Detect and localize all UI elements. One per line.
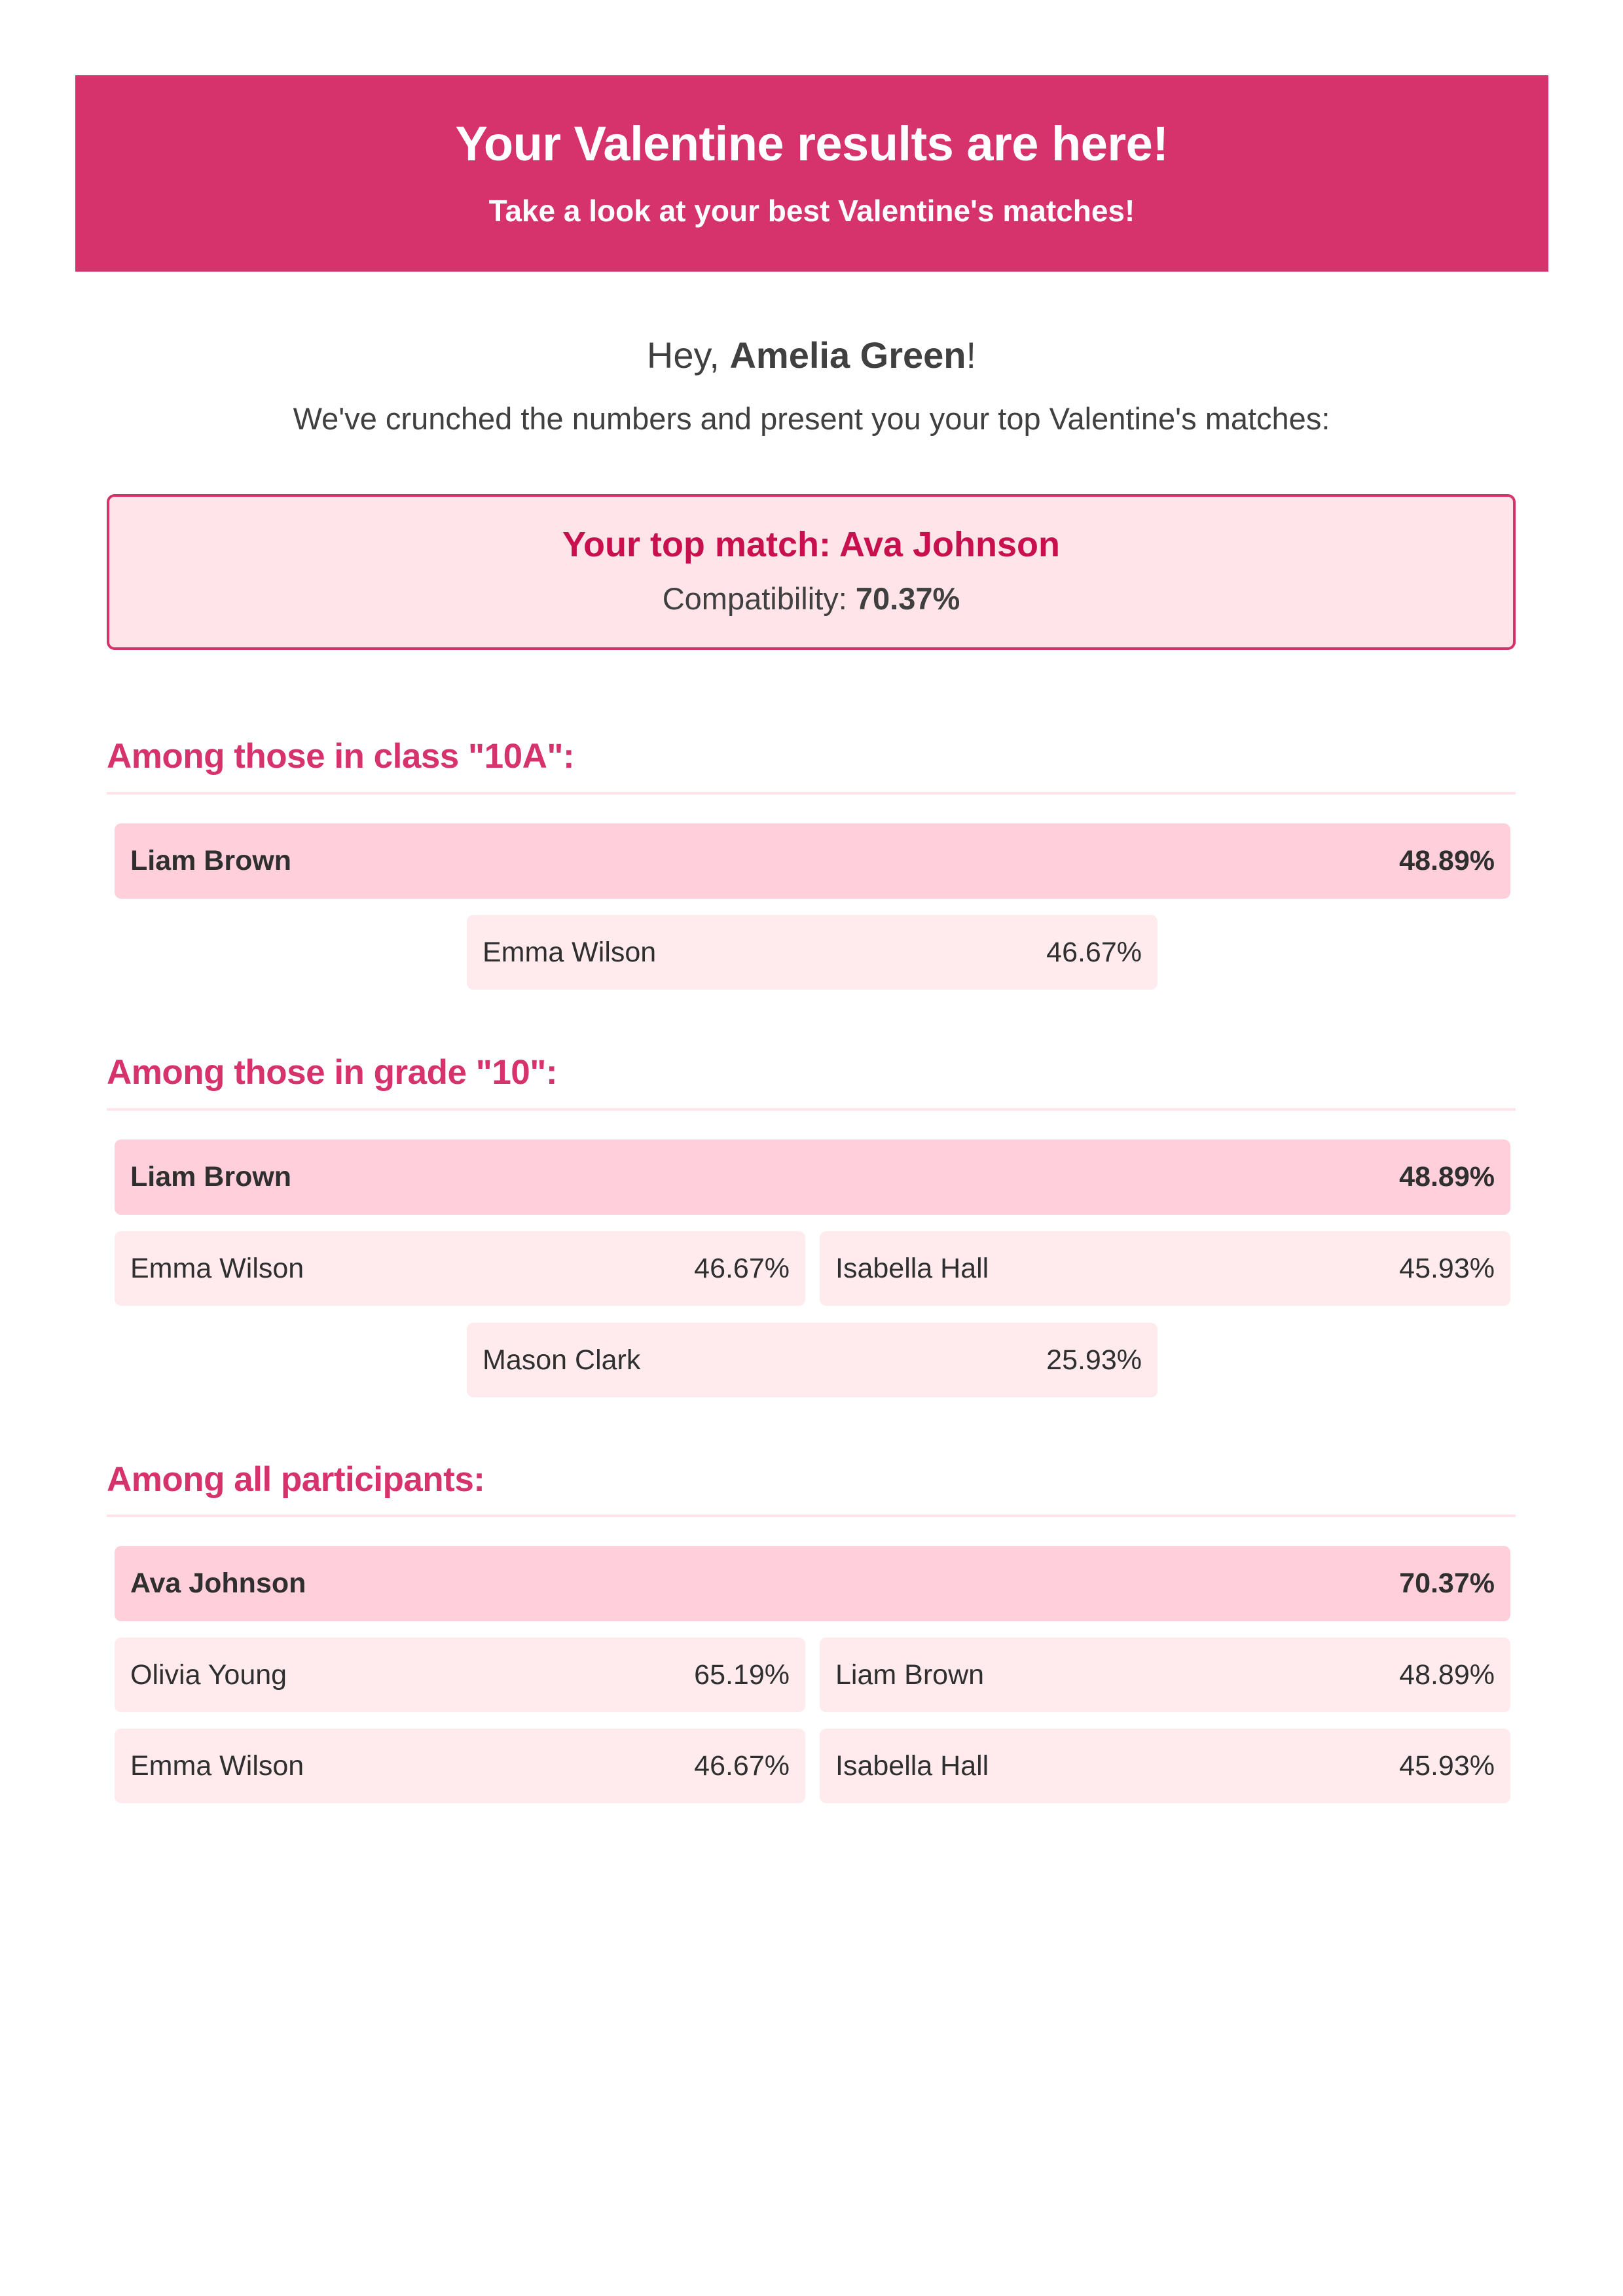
match-percentage: 48.89% [1399,1161,1495,1193]
match-name: Olivia Young [130,1659,287,1691]
top-match-title: Your top match: Ava Johnson [562,525,1061,564]
match-percentage: 25.93% [1046,1344,1142,1376]
compatibility-value: 70.37% [855,581,960,616]
match-name: Mason Clark [483,1344,641,1376]
section-heading-class: Among those in class "10A": [107,737,575,776]
match-card [467,1323,1158,1397]
match-card-top [115,823,1510,899]
match-percentage: 45.93% [1399,1749,1495,1782]
match-percentage: 48.89% [1399,1659,1495,1691]
match-card [820,1638,1510,1712]
match-name: Emma Wilson [483,936,657,968]
match-card [115,1729,805,1803]
intro-text: We've crunched the numbers and present you your top Valentine's matches: [293,401,1330,436]
match-card [467,915,1158,990]
match-name: Liam Brown [130,1161,292,1193]
match-percentage: 45.93% [1399,1252,1495,1284]
match-card-top [115,1139,1510,1215]
match-name: Ava Johnson [130,1568,306,1599]
recipient-name: Amelia Green [729,334,966,376]
match-name: Isabella Hall [835,1252,989,1284]
match-percentage: 46.67% [694,1749,790,1782]
top-match-box [107,494,1516,650]
match-card [820,1231,1510,1306]
section-divider [107,1108,1516,1111]
section-divider [107,792,1516,795]
match-percentage: 48.89% [1399,845,1495,876]
match-card [115,1231,805,1306]
greeting [0,334,1623,376]
greeting-suffix: ! [966,334,977,376]
header-title: Your Valentine results are here! [455,117,1169,171]
top-match-compatibility [109,581,1513,617]
match-percentage: 46.67% [1046,936,1142,968]
greeting-prefix: Hey, [646,334,730,376]
results-header [75,75,1548,272]
match-name: Emma Wilson [130,1252,304,1284]
match-percentage: 46.67% [694,1252,790,1284]
section-divider [107,1515,1516,1517]
compatibility-label: Compatibility: [662,581,856,616]
match-card [820,1729,1510,1803]
section-heading-grade: Among those in grade "10": [107,1053,558,1092]
section-heading-all: Among all participants: [107,1460,485,1499]
match-name: Isabella Hall [835,1749,989,1782]
match-card-top [115,1546,1510,1621]
match-name: Liam Brown [130,845,292,876]
match-percentage: 65.19% [694,1659,790,1691]
header-subtitle: Take a look at your best Valentine's matches! [488,194,1135,228]
match-name: Emma Wilson [130,1749,304,1782]
match-name: Liam Brown [835,1659,985,1691]
match-percentage: 70.37% [1399,1568,1495,1599]
match-card [115,1638,805,1712]
